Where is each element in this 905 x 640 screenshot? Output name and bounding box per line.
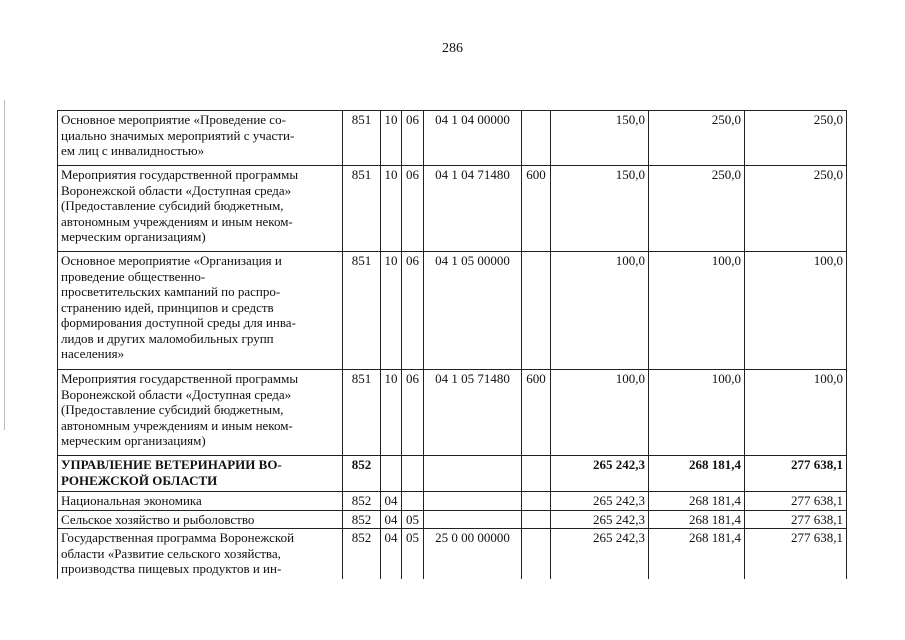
table-row	[58, 166, 847, 252]
amount-year2-cell: 268 181,4	[649, 510, 745, 529]
grbs-cell: 852	[343, 456, 381, 492]
page-number: 286	[442, 41, 463, 56]
grbs-cell: 851	[343, 252, 381, 370]
amount-year1-cell: 100,0	[551, 370, 649, 456]
grbs-cell: 852	[343, 510, 381, 529]
amount-year2-cell: 268 181,4	[649, 492, 745, 511]
amount-year3-cell: 277 638,1	[745, 492, 847, 511]
row-name: Национальная экономика	[58, 492, 343, 511]
target-article-cell: 04 1 05 71480	[424, 370, 522, 456]
amount-year2-cell: 100,0	[649, 370, 745, 456]
amount-year3-cell: 250,0	[745, 166, 847, 252]
subsection-cell: 06	[402, 111, 424, 166]
grbs-cell: 852	[343, 492, 381, 511]
amount-year1-cell: 265 242,3	[551, 492, 649, 511]
amount-year1-cell: 100,0	[551, 252, 649, 370]
amount-year1-cell: 150,0	[551, 111, 649, 166]
section-cell: 10	[381, 166, 402, 252]
expense-type-cell: 600	[522, 370, 551, 456]
subsection-cell: 06	[402, 166, 424, 252]
target-article-cell: 04 1 04 00000	[424, 111, 522, 166]
grbs-cell: 851	[343, 370, 381, 456]
grbs-cell: 852	[343, 529, 381, 580]
expense-type-cell	[522, 456, 551, 492]
budget-table	[57, 110, 847, 579]
expense-type-cell	[522, 111, 551, 166]
table-row	[58, 510, 847, 529]
expense-type-cell: 600	[522, 166, 551, 252]
subsection-cell	[402, 456, 424, 492]
row-name: Мероприятия государственной программы Воронежской области «Доступная среда» (Предоставление субсидий бюджетным, автономным учреждениям и иным неком- мерческим организациям)	[58, 370, 343, 456]
table-row	[58, 252, 847, 370]
table-row	[58, 111, 847, 166]
table-row	[58, 492, 847, 511]
section-cell: 10	[381, 252, 402, 370]
section-cell: 04	[381, 492, 402, 511]
amount-year3-cell: 277 638,1	[745, 510, 847, 529]
amount-year1-cell: 265 242,3	[551, 529, 649, 580]
amount-year1-cell: 265 242,3	[551, 456, 649, 492]
row-name: Основное мероприятие «Организация и проведение общественно- просветительских кампаний по распро- странению идей, принципов и средств формирования доступной среды для инва- лидов и других маломобильных групп населения»	[58, 252, 343, 370]
amount-year3-cell: 277 638,1	[745, 456, 847, 492]
target-article-cell	[424, 510, 522, 529]
table-row	[58, 370, 847, 456]
target-article-cell: 04 1 04 71480	[424, 166, 522, 252]
expense-type-cell	[522, 492, 551, 511]
section-cell	[381, 456, 402, 492]
amount-year3-cell: 250,0	[745, 111, 847, 166]
amount-year2-cell: 250,0	[649, 111, 745, 166]
expense-type-cell	[522, 529, 551, 580]
subsection-cell: 05	[402, 529, 424, 580]
section-cell: 04	[381, 510, 402, 529]
amount-year2-cell: 268 181,4	[649, 456, 745, 492]
amount-year2-cell: 100,0	[649, 252, 745, 370]
grbs-cell: 851	[343, 166, 381, 252]
subsection-cell: 06	[402, 252, 424, 370]
section-cell: 04	[381, 529, 402, 580]
amount-year1-cell: 265 242,3	[551, 510, 649, 529]
amount-year3-cell: 100,0	[745, 252, 847, 370]
expense-type-cell	[522, 252, 551, 370]
row-name: Основное мероприятие «Проведение со- циально значимых мероприятий с участи- ем лиц с инвалидностью»	[58, 111, 343, 166]
table-row	[58, 529, 847, 580]
table-row	[58, 456, 847, 492]
subsection-cell: 05	[402, 510, 424, 529]
expense-type-cell	[522, 510, 551, 529]
amount-year1-cell: 150,0	[551, 166, 649, 252]
row-name: Государственная программа Воронежской области «Развитие сельского хозяйства, производства пищевых продуктов и ин-	[58, 529, 343, 580]
section-cell: 10	[381, 111, 402, 166]
amount-year3-cell: 277 638,1	[745, 529, 847, 580]
section-cell: 10	[381, 370, 402, 456]
target-article-cell	[424, 492, 522, 511]
row-name: УПРАВЛЕНИЕ ВЕТЕРИНАРИИ ВО- РОНЕЖСКОЙ ОБЛАСТИ	[58, 456, 343, 492]
row-name: Мероприятия государственной программы Воронежской области «Доступная среда» (Предоставление субсидий бюджетным, автономным учреждениям и иным неком- мерческим организациям)	[58, 166, 343, 252]
amount-year3-cell: 100,0	[745, 370, 847, 456]
subsection-cell: 06	[402, 370, 424, 456]
target-article-cell: 25 0 00 00000	[424, 529, 522, 580]
target-article-cell: 04 1 05 00000	[424, 252, 522, 370]
grbs-cell: 851	[343, 111, 381, 166]
amount-year2-cell: 250,0	[649, 166, 745, 252]
row-name: Сельское хозяйство и рыболовство	[58, 510, 343, 529]
target-article-cell	[424, 456, 522, 492]
amount-year2-cell: 268 181,4	[649, 529, 745, 580]
page-edge-rule	[4, 100, 5, 430]
subsection-cell	[402, 492, 424, 511]
